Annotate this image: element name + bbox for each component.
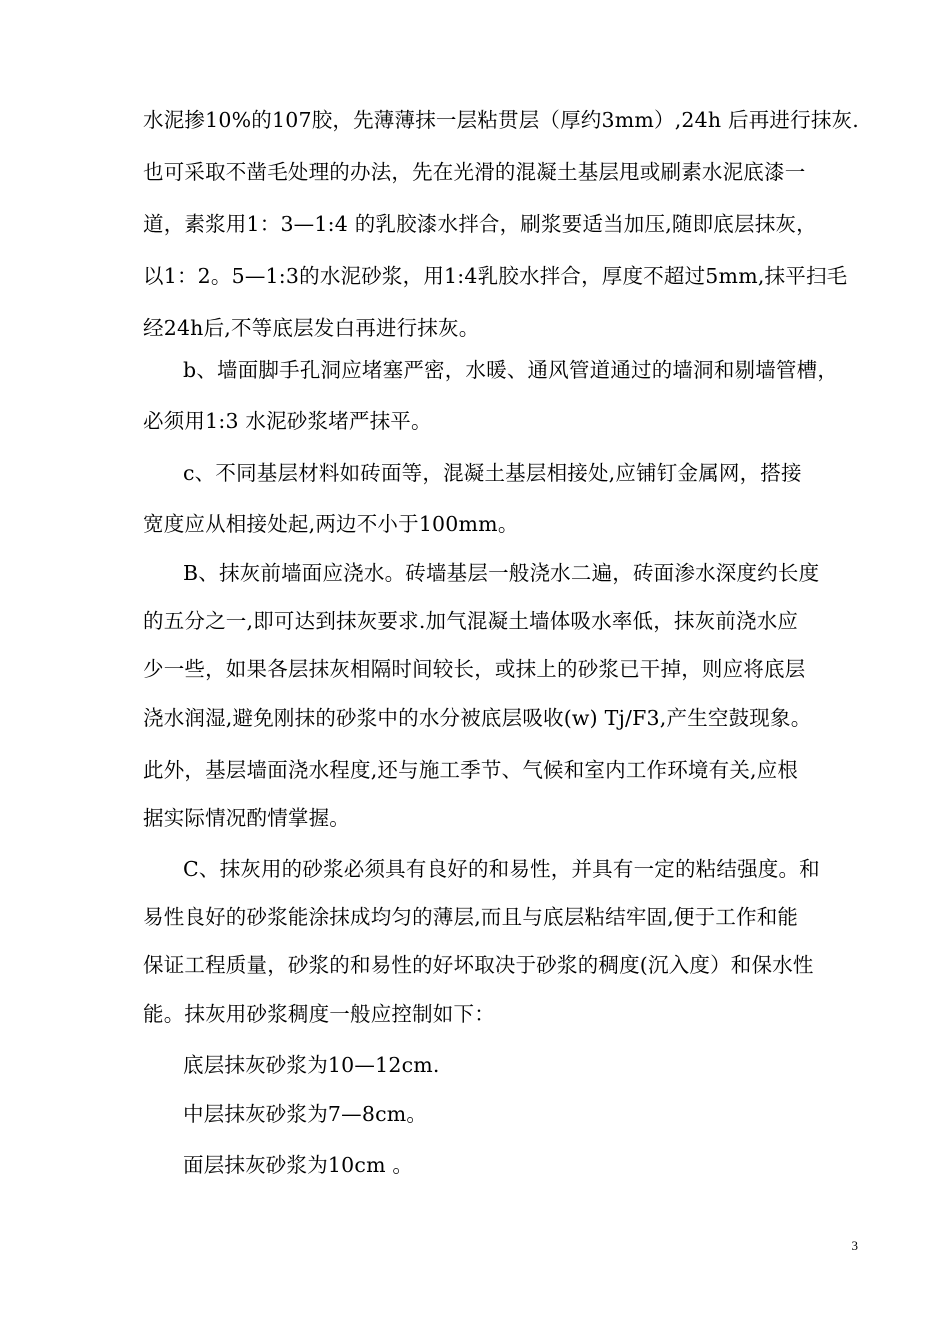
text-line: 以1：2。5—1:3的水泥砂浆，用1:4乳胶水拌合，厚度不超过5mm,抹平扫毛 bbox=[143, 264, 848, 288]
text-line: 据实际情况酌情掌握。 bbox=[143, 806, 350, 830]
text-line: B、抹灰前墙面应浇水。砖墙基层一般浇水二遍，砖面渗水深度约长度 bbox=[183, 561, 820, 585]
text-line: 保证工程质量，砂浆的和易性的好坏取决于砂浆的稠度(沉入度）和保水性 bbox=[143, 953, 814, 977]
text-line: 易性良好的砂浆能涂抹成均匀的薄层,而且与底层粘结牢固,便于工作和能 bbox=[143, 905, 799, 929]
text-line: 道，素浆用1：3—1:4 的乳胶漆水拌合，刷浆要适当加压,随即底层抹灰， bbox=[143, 212, 817, 236]
text-line: 中层抹灰砂浆为7—8cm。 bbox=[183, 1102, 428, 1126]
text-line: 少一些，如果各层抹灰相隔时间较长，或抹上的砂浆已干掉，则应将底层 bbox=[143, 657, 806, 681]
text-line: C、抹灰用的砂浆必须具有良好的和易性，并具有一定的粘结强度。和 bbox=[183, 857, 820, 881]
text-line: c、不同基层材料如砖面等，混凝土基层相接处,应铺钉金属网，搭接 bbox=[183, 461, 802, 485]
text-line: 宽度应从相接处起,两边不小于100mm。 bbox=[143, 512, 519, 536]
text-line: b、墙面脚手孔洞应堵塞严密，水暖、通风管道通过的墙洞和剔墙管槽， bbox=[183, 358, 839, 382]
text-line: 也可采取不凿毛处理的办法，先在光滑的混凝土基层甩或刷素水泥底漆一 bbox=[143, 160, 806, 184]
text-line: 面层抹灰砂浆为10cm 。 bbox=[183, 1153, 414, 1177]
text-line: 水泥掺10%的107胶，先薄薄抹一层粘贯层（厚约3mm）,24h 后再进行抹灰. bbox=[143, 108, 859, 132]
text-line: 的五分之一,即可达到抹灰要求.加气混凝土墙体吸水率低，抹灰前浇水应 bbox=[143, 609, 799, 633]
text-line: 能。抹灰用砂浆稠度一般应控制如下： bbox=[143, 1002, 495, 1026]
text-line: 此外，基层墙面浇水程度,还与施工季节、气候和室内工作环境有关,应根 bbox=[143, 758, 799, 782]
text-line: 必须用1:3 水泥砂浆堵严抹平。 bbox=[143, 409, 432, 433]
text-line: 经24h后,不等底层发白再进行抹灰。 bbox=[143, 316, 480, 340]
page-number: 3 bbox=[851, 1238, 858, 1253]
text-line: 底层抹灰砂浆为10—12cm. bbox=[183, 1053, 440, 1077]
text-line: 浇水润湿,避免刚抹的砂浆中的水分被底层吸收(w) Tj/F3,产生空鼓现象。 bbox=[143, 706, 812, 730]
